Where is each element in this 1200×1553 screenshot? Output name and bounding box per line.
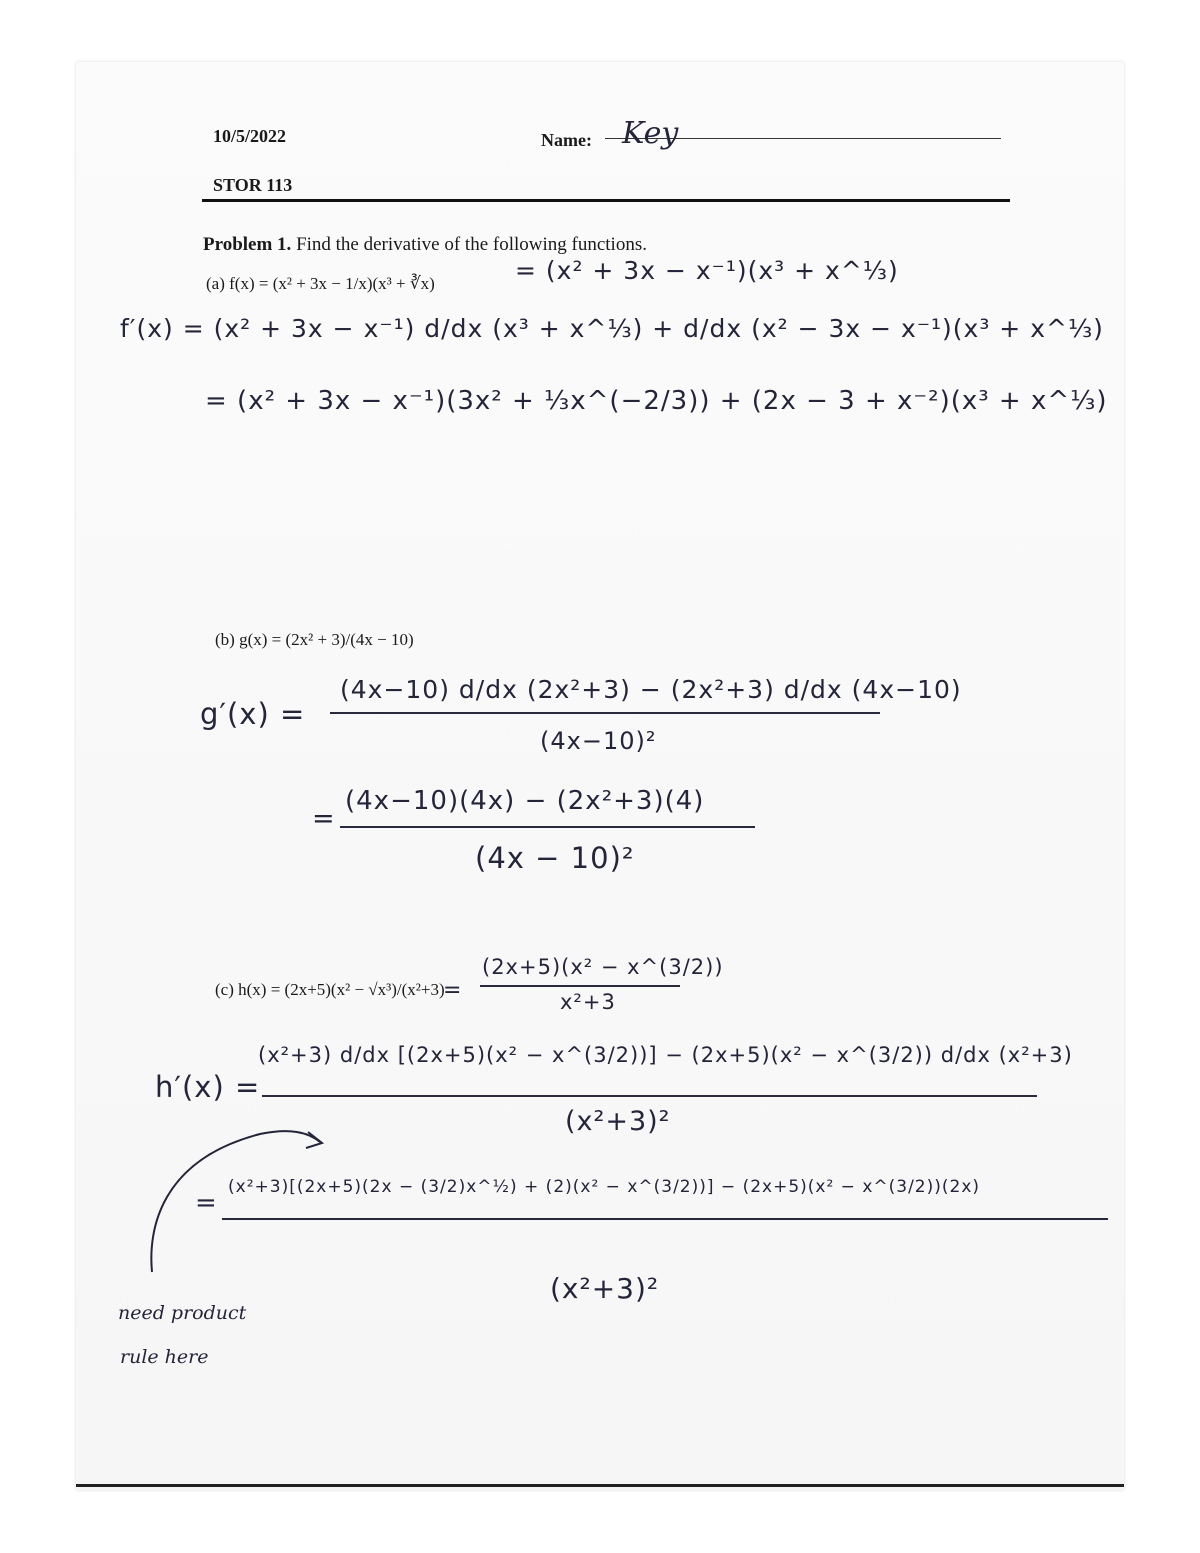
part-c-fraction-bar-2 <box>222 1218 1108 1220</box>
part-c-numerator-2: (x²+3)[(2x+5)(2x − (3/2)x^½) + (2)(x² − x^(3/2))] − (2x+5)(x² − x^(3/2))(2x) <box>228 1177 981 1197</box>
annotation-arrow <box>140 1120 340 1280</box>
date: 10/5/2022 <box>213 126 287 146</box>
part-c-denominator-0: x²+3 <box>560 990 616 1014</box>
part-c-fraction-bar-1 <box>262 1095 1037 1097</box>
part-c-denominator-2: (x²+3)² <box>550 1272 660 1305</box>
part-b-fraction-bar-1 <box>330 712 880 714</box>
part-c-numerator-1: (x²+3) d/dx [(2x+5)(x² − x^(3/2))] − (2x+5)(x² − x^(3/2)) d/dx (x²+3) <box>258 1043 1073 1067</box>
name-signature: Key <box>622 116 679 151</box>
problem-heading <box>203 234 647 256</box>
part-a-line1: f′(x) = (x² + 3x − x⁻¹) d/dx (x³ + x^⅓) + d/dx (x² − 3x − x⁻¹)(x³ + x^⅓) <box>120 314 1104 343</box>
course: STOR 113 <box>213 175 293 195</box>
part-c-denominator-1: (x²+3)² <box>565 1106 671 1137</box>
part-b-numerator-2: (4x−10)(4x) − (2x²+3)(4) <box>345 786 705 816</box>
part-a-line2: = (x² + 3x − x⁻¹)(3x² + ⅓x^(−2/3)) + (2x − 3 + x⁻²)(x³ + x^⅓) <box>205 386 1108 416</box>
part-b-prompt: (b) g(x) = (2x² + 3)/(4x − 10) <box>215 630 414 649</box>
part-b-equals-2: = <box>312 803 336 834</box>
part-a-rewrite: = (x² + 3x − x⁻¹)(x³ + x^⅓) <box>515 256 899 285</box>
part-c-lhs: h′(x) = <box>155 1070 261 1104</box>
problem-instruction: Find the derivative of the following functions. <box>296 234 647 255</box>
name-label: Name: <box>541 130 592 150</box>
part-c-equals-0: = <box>443 978 463 1003</box>
annotation-note-line2: rule here <box>120 1346 209 1368</box>
header-rule <box>202 199 1010 202</box>
part-c-fraction-bar-0 <box>480 985 680 987</box>
part-a-prompt: (a) f(x) = (x² + 3x − 1/x)(x³ + ∛x) <box>206 274 435 293</box>
part-b-denominator-1: (4x−10)² <box>540 727 657 755</box>
problem-label: Problem 1. <box>203 234 292 255</box>
page-bottom-edge <box>76 1484 1124 1487</box>
annotation-note-line1: need product <box>118 1302 247 1324</box>
part-b-numerator-1: (4x−10) d/dx (2x²+3) − (2x²+3) d/dx (4x−10) <box>340 675 962 704</box>
part-c-equals-2: = <box>195 1188 218 1218</box>
part-b-lhs: g′(x) = <box>200 697 306 731</box>
part-c-numerator-0: (2x+5)(x² − x^(3/2)) <box>482 955 724 979</box>
part-b-denominator-2: (4x − 10)² <box>475 841 635 875</box>
part-b-fraction-bar-2 <box>340 826 755 828</box>
part-c-prompt: (c) h(x) = (2x+5)(x² − √x³)/(x²+3) <box>215 980 445 999</box>
